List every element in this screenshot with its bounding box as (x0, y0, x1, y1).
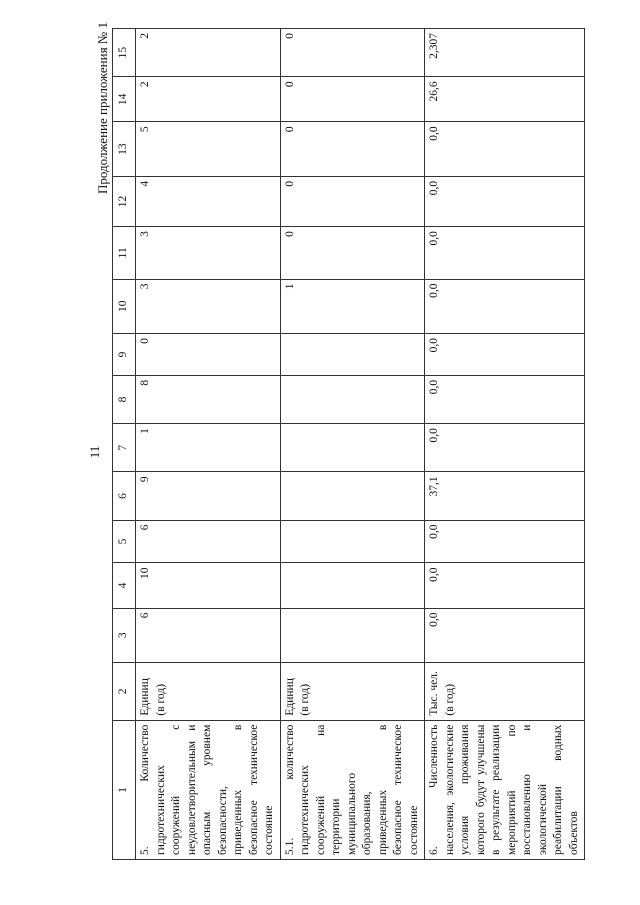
value-cell: 0,0 (425, 520, 585, 563)
value-cell: 6 (136, 608, 281, 662)
value-cell: 0,0 (425, 122, 585, 176)
table-row (425, 29, 585, 860)
value-cell: 0,0 (425, 176, 585, 226)
value-cell: 9 (136, 472, 281, 520)
column-number: 10 (113, 279, 136, 333)
value-cell: 0 (280, 77, 425, 122)
value-cell (280, 472, 425, 520)
column-number: 5 (113, 520, 136, 563)
value-cell: 6 (136, 520, 281, 563)
value-cell: 0 (136, 334, 281, 376)
value-cell: 5 (136, 122, 281, 176)
value-cell (280, 424, 425, 472)
page-number: 11 (87, 445, 102, 459)
indicator-cell: 5.1. количество гидротехнических сооружений на территории муниципального образования, приведенных в безопасное техническое состояние (280, 720, 425, 859)
value-cell: 3 (136, 227, 281, 279)
value-cell: 10 (136, 563, 281, 608)
column-number: 1 (113, 720, 136, 859)
column-number: 14 (113, 77, 136, 122)
value-cell: 0,0 (425, 608, 585, 662)
value-cell (280, 334, 425, 376)
column-number: 8 (113, 375, 136, 423)
value-cell: 37,1 (425, 472, 585, 520)
continuation-label: Продолжение приложения № 1 (95, 22, 110, 194)
unit-cell: Тыс. чел. (в год) (425, 663, 585, 721)
column-number: 11 (113, 227, 136, 279)
value-cell: 0,0 (425, 375, 585, 423)
column-number: 7 (113, 424, 136, 472)
indicator-cell: 5. Количество гидротехнических сооружений с неудовлетворительным и опасным уровнем безопасности, приведенных в безопасное техническое состояние (136, 720, 281, 859)
column-number-row (113, 29, 136, 860)
column-number: 12 (113, 176, 136, 226)
value-cell: 0 (280, 227, 425, 279)
value-cell: 1 (136, 424, 281, 472)
value-cell (280, 608, 425, 662)
value-cell: 0,0 (425, 424, 585, 472)
value-cell: 2,307 (425, 29, 585, 77)
value-cell: 26,6 (425, 77, 585, 122)
column-number: 4 (113, 563, 136, 608)
column-number: 9 (113, 334, 136, 376)
value-cell: 0 (280, 29, 425, 77)
table-row (280, 29, 425, 860)
value-cell (280, 520, 425, 563)
column-number: 6 (113, 472, 136, 520)
indicators-table (112, 28, 585, 860)
column-number: 15 (113, 29, 136, 77)
value-cell: 8 (136, 375, 281, 423)
unit-cell: Единиц (в год) (280, 663, 425, 721)
table-container (112, 28, 585, 860)
value-cell: 3 (136, 279, 281, 333)
value-cell (280, 375, 425, 423)
column-number: 13 (113, 122, 136, 176)
value-cell: 0 (280, 122, 425, 176)
value-cell: 0,0 (425, 334, 585, 376)
value-cell: 1 (280, 279, 425, 333)
unit-cell: Единиц (в год) (136, 663, 281, 721)
column-number: 3 (113, 608, 136, 662)
value-cell: 0 (280, 176, 425, 226)
value-cell: 2 (136, 29, 281, 77)
value-cell (280, 563, 425, 608)
table-row (136, 29, 281, 860)
value-cell: 0,0 (425, 563, 585, 608)
value-cell: 0,0 (425, 227, 585, 279)
indicator-cell: 6. Численность населения, экологические условия проживания которого будут улучшены в результате реализации мероприятий по восстановлению и экологической реабилитации водных объектов (425, 720, 585, 859)
value-cell: 0,0 (425, 279, 585, 333)
value-cell: 4 (136, 176, 281, 226)
column-number: 2 (113, 663, 136, 721)
value-cell: 2 (136, 77, 281, 122)
